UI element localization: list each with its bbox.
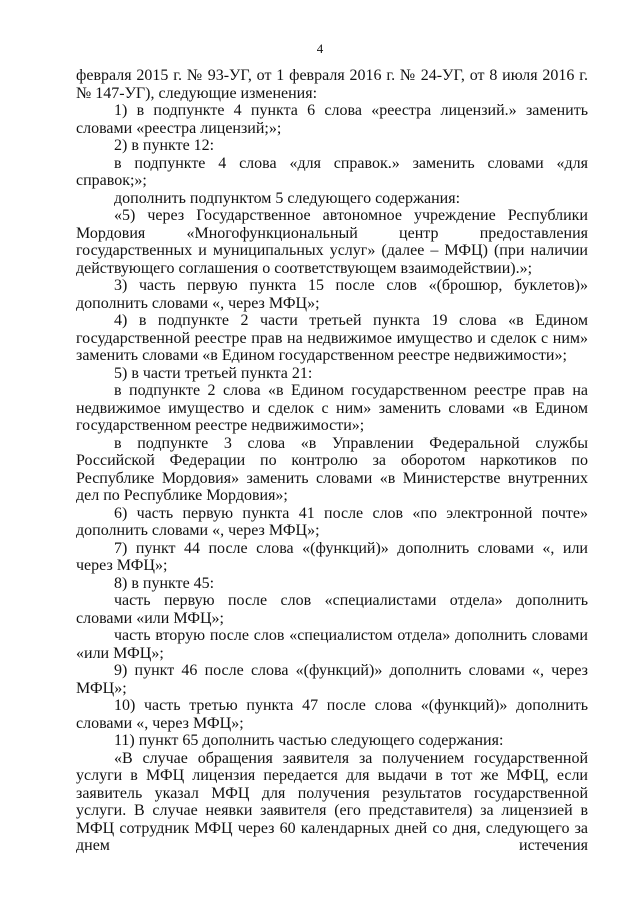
page-number: 4	[316, 41, 324, 56]
paragraph-item-11a: «В случае обращения заявителя за получением государственной услуги в МФЦ лицензия передается для выдачи в тот же МФЦ, если заявитель указал МФЦ для получения результатов государственной услуги. В случае неявки заявителя (его представителя) за лицензией в МФЦ сотрудник МФЦ через 60 календарных дней со дня, следующего за днем истечения	[76, 749, 588, 854]
paragraph-intro: февраля 2015 г. № 93-УГ, от 1 февраля 2016 г. № 24-УГ, от 8 июля 2016 г. № 147-УГ), следующие изменения:	[76, 67, 588, 102]
paragraph-item-11: 11) пункт 65 дополнить частью следующего содержания:	[114, 732, 504, 749]
paragraph-item-5a: в подпункте 2 слова «в Едином государственном реестре прав на недвижимое имущество и сделок с ним» заменить словами «в Едином государственном реестре недвижимости»;	[76, 382, 588, 434]
paragraph-item-8: 8) в пункте 45:	[114, 574, 215, 592]
document-body	[76, 67, 588, 855]
paragraph-item-2c: «5) через Государственное автономное учреждение Республики Мордовия «Многофункциональный центр предоставления государственных и муниципальных услуг» (далее – МФЦ) (при наличии действующего соглашения о соответствующем взаимодействии).»;	[76, 207, 588, 277]
paragraph-item-8b: часть вторую после слов «специалистом отдела» дополнить словами «или МФЦ»;	[76, 627, 588, 662]
paragraph-item-5b: в подпункте 3 слова «в Управлении Федеральной службы Российской Федерации по контролю за оборотом наркотиков по Республике Мордовия» заменить словами «в Министерстве внутренних дел по Республике Мордовия»;	[76, 434, 588, 504]
paragraph-item-7: 7) пункт 44 после слова «(функций)» дополнить словами «, или через МФЦ»;	[76, 539, 588, 574]
paragraph-item-10: 10) часть третью пункта 47 после слова «(функций)» дополнить словами «, через МФЦ»;	[76, 697, 588, 732]
paragraph-item-8a: часть первую после слов «специалистами отдела» дополнить словами «или МФЦ»;	[76, 592, 588, 627]
paragraph-item-4: 4) в подпункте 2 части третьей пункта 19 слова «в Едином государственной реестре прав на недвижимое имущество и сделок с ним» заменить словами «в Едином государственном реестре недвижимости»;	[76, 312, 588, 364]
paragraph-item-2: 2) в пункте 12:	[114, 137, 215, 154]
paragraph-item-2a: в подпункте 4 слова «для справок.» заменить словами «для справок;»;	[76, 154, 588, 189]
paragraph-item-5: 5) в части третьей пункта 21:	[114, 364, 313, 382]
paragraph-item-2b: дополнить подпунктом 5 следующего содержания:	[114, 189, 461, 207]
paragraph-item-6: 6) часть первую пункта 41 после слов «по электронной почте» дополнить словами «, через МФЦ»;	[76, 504, 588, 539]
paragraph-item-9: 9) пункт 46 после слова «(функций)» дополнить словами «, через МФЦ»;	[76, 662, 588, 697]
paragraph-item-1: 1) в подпункте 4 пункта 6 слова «реестра лицензий.» заменить словами «реестра лицензий;»;	[76, 102, 588, 137]
paragraph-item-3: 3) часть первую пункта 15 после слов «(брошюр, буклетов)» дополнить словами «, через МФЦ»;	[76, 277, 588, 312]
